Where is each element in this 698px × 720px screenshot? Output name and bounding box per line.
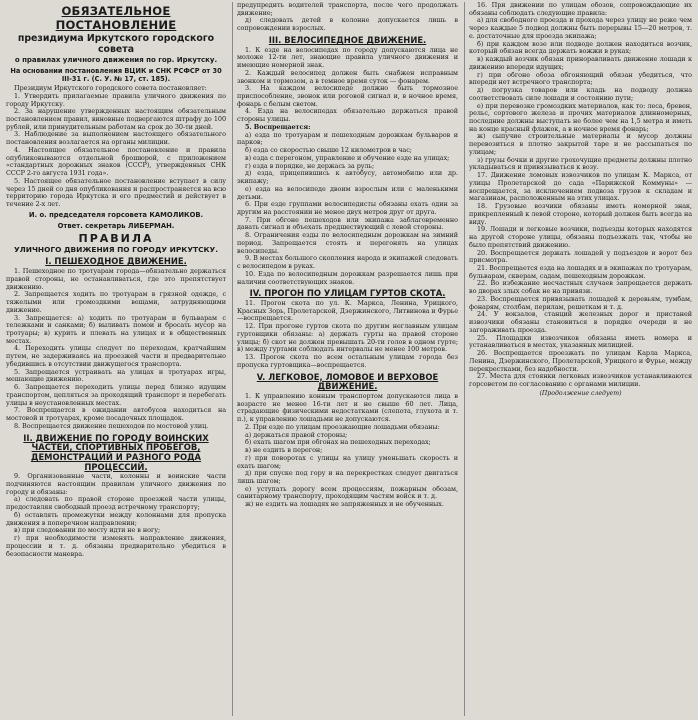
rule-paragraph: 7. При обгоне пешеходов или экипажа заблаговременно давать сигнал и объехать предшествующий с левой стороны.: [237, 215, 458, 232]
rule-paragraph: д) погрузка товаров или кладь на подводу должна соответствовать силе лошади и состоянию пути;: [469, 86, 692, 102]
rule-paragraph: 27. Места для стоянки легковых извозчиков устанавливаются горсоветом по согласованию с органами милиции.: [469, 372, 692, 388]
rule-paragraph: 2. Каждый велосипед должен быть снабжен исправным звонком и тормозом, а в темное время суток — фонарем.: [237, 68, 458, 85]
rule-paragraph: 3. На каждом велосипеде должно быть тормозное приспособление, звонок или роговой сигнал и, в ночное время, фонарь с белым светом.: [237, 84, 458, 108]
section-title: I. ПЕШЕХОДНОЕ ДВИЖЕНИЕ.: [45, 256, 187, 267]
section-5-body: [237, 393, 458, 509]
rule-paragraph: ж) не ездить на лошадях не запряженных и не обученных.: [245, 500, 444, 509]
rule-paragraph: 10. Езда по велосипедным дорожкам разрешается лишь при наличии соответствующих знаков.: [237, 269, 458, 286]
preamble-paragraph: 5. Настоящее обязательное постановление вступает в силу через 15 дней со дня опубликования и распространяется на всю территорию города Иркутска и его предместий и действует в течение 2-х лет.: [6, 176, 226, 209]
rule-paragraph: 6. Запрещается переходить улицы перед близко идущим транспортом, цепляться за проходящий транспорт и перебегать улицы в неустановленных местах.: [6, 383, 226, 407]
preamble-paragraph: 4. Настоящее обязательное постановление и правила опубликовываются отдельной брошюрой, с приложением «стандартных дорожных знаков (СССР), утвержденных СНК СССР 2-го августа 1931 года».: [6, 145, 226, 178]
decree-title: ОБЯЗАТЕЛЬНОЕ ПОСТАНОВЛЕНИЕ: [55, 4, 177, 32]
rule-paragraph: 4. Езда на велосипедах обязательно держаться правой стороны улицы.: [237, 107, 458, 124]
rule-paragraph: 19. Лошади и легковые возчики, подъезды которых находятся на другой стороне улицы, обязаны подъезжать так, чтобы не было препятствий движению.: [469, 225, 692, 249]
section-title: II. ДВИЖЕНИЕ ПО ГОРОДУ ВОИНСКИХ ЧАСТЕЙ, СПОРТИВНЫХ ПРОБЕГОВ, ДЕМОНСТРАЦИЙ И РАЗНОГО РОДА ПРОЦЕССИЙ.: [23, 432, 209, 472]
rule-paragraph: г) езда в порядке, не держась за руль;: [245, 161, 375, 170]
rule-paragraph: 22. Во избежание несчастных случаев запрещается держать во дворах злых собак не на привязи.: [469, 279, 692, 296]
rule-paragraph: 3. Запрещается: а) ходить по тротуарам и бульварам с тележками и санками; б) выливать помои и бросать мусор на тротуары; в) курить и плевать на улицах и в общественных местах.: [6, 313, 226, 345]
decree-subject: о правилах уличного движения по гор. Иркутску.: [14, 56, 218, 64]
rule-paragraph: д) следовать детей в колонне допускается лишь в сопровождении взрослых.: [237, 16, 458, 33]
rule-paragraph: 12. При прогоне гуртов скота по другим неглавным улицам гуртовщики обязаны: а) держать гурты на правой стороне улицы; б) скот не должен превышать 20-ти голов в одном гурте; в) между гуртами соблюдать интервалы не менее 100 метров.: [237, 322, 458, 354]
column-1: [2, 2, 230, 716]
rule-paragraph: 16. При движении по улицам обозов, сопровождающие их обязаны соблюдать следующие правила:: [469, 2, 692, 17]
section-4-body: [237, 300, 458, 370]
rule-paragraph: д) при спуске под гору и на перекрестках следует двигаться лишь шагом;: [237, 469, 458, 486]
rule-paragraph: 9. Организованные части, колонны и воинские части подчиняются настоящим правилам уличного движения по городу и обязаны:: [6, 472, 226, 496]
section-2-continued: [237, 2, 458, 33]
rule-paragraph: 11. Прогон скота по ул. К. Маркса, Ленина, Урицкого, Красных Зорь, Пролетарской, Дзержинского, Литвинова и Фурье—воспрещается.: [237, 299, 458, 323]
decree-basis: На основании постановления ВЦИК и СНК РСФСР от 30 III-31 г. (С. У. № 17, ст. 185).: [10, 67, 222, 84]
rule-paragraph: 13. Прогон скота по всем остальным улицам города без пропуска гуртовщика—воспрещается.: [237, 353, 458, 369]
rule-paragraph: г) при поворотах с улицы на улицу уменьшать скорость и ехать шагом;: [237, 453, 458, 470]
rule-paragraph: 26. Воспрещается проезжать по улицам Карла Маркса, Ленина, Дзержинского, Пролетарской, Урицкого и Фурье, между перекрестками, без надобности.: [469, 349, 692, 373]
rule-paragraph: 8. Воспрещается движение пешеходов по мостовой улиц.: [14, 421, 209, 430]
rule-paragraph: 23. Воспрещается привязывать лошадей к деревьям, тумбам, фонарям, столбам, перилам, решеткам и т. д.: [469, 294, 692, 311]
section-title: III. ВЕЛОСИПЕДНОЕ ДВИЖЕНИЕ.: [268, 34, 427, 45]
rules-subtitle: УЛИЧНОГО ДВИЖЕНИЯ ПО ГОРОДУ ИРКУТСКУ.: [13, 245, 219, 255]
rule-paragraph: в) при следовании по мосту идти не в ногу;: [14, 526, 161, 535]
rule-paragraph: 1. К езде на велосипедах по городу допускаются лица не моложе 12-ти лет, знающие правила уличного движения и имеющие номерной знак.: [237, 45, 458, 70]
rule-paragraph: з) грузы бочки и другие грохочущие предметы должны плотно укладываться и привязываться к возу.: [469, 155, 692, 172]
rule-paragraph: 18. Грузовые возчики обязаны иметь номерной знак, прикрепленный к левой стороне, который должен быть всегда на виду.: [469, 202, 692, 226]
rule-paragraph: в) каждый возчик обязан приноравливать движение лошади к движению впереди идущих;: [469, 55, 692, 71]
rule-paragraph: б) при каждом возе или подводе должен находиться возчик, который обязан всегда держать вожжи в руках;: [469, 39, 692, 56]
rule-paragraph: 24. У вокзалов, станций железных дорог и пристаней извозчики обязаны становиться в порядке очереди и не загораживать проезда.: [469, 310, 692, 334]
rule-paragraph: ж) сыпучие строительные материалы и мусор должны перевозиться в плотно закрытой таре и не рассыпаться по улицам;: [469, 132, 692, 156]
decree-issuer: президиума Иркутского городского совета: [17, 33, 215, 55]
rule-paragraph: г) при необходимости изменять направление движения, процессии и т. д. обязаны предварительно убедиться в безопасности маневра.: [6, 534, 226, 558]
rule-paragraph: 2. Запрещается ходить по тротуарам в грязной одежде, с тяжелыми или громоздкими вещами, затрудняющими движение.: [6, 290, 226, 314]
rule-paragraph: а) для свободного проезда и прохода через улицу не реже чем через каждые 5 подвод должны быть перерывы 15—20 метров, т. е. достаточные для проезда экипажа;: [469, 16, 692, 40]
rule-paragraph: б) оставлять промежутки между колоннами для пропуска движения в поперечном направлении;: [6, 510, 226, 527]
preamble-paragraph: 1. Утвердить прилагаемые правила уличного движения по городу Иркутску.: [6, 91, 226, 108]
signature-chairman: И. о. председателя горсовета КАМОЛИКОВ.: [28, 210, 204, 219]
section-5-continued: [469, 2, 692, 389]
rule-paragraph: 4. Переходить улицы следует по переходам, кратчайшим путем, не задерживаясь на проезжей части и предварительно убедившись в отсутствии движущегося транспорта.: [6, 344, 226, 368]
rule-paragraph: а) езда по тротуарам и пешеходным дорожкам бульваров и парков;: [237, 130, 458, 147]
rule-paragraph: 8. Ограничения езды по велосипедным дорожкам на зимний период. Запрещается стоять и перегонять на улицах велосипеды.: [237, 231, 458, 255]
rule-paragraph: 1. Пешеходное по тротуарам города—обязательно держаться правой стороны, не останавливаться, где это препятствует движению.: [6, 267, 226, 291]
preamble: [6, 85, 226, 209]
signature-secretary: Ответ. секретарь ЛИБЕРМАН.: [57, 221, 175, 230]
rule-paragraph: б) езда со скоростью свыше 12 километров в час;: [245, 146, 412, 155]
section-title: IV. ПРОГОН ПО УЛИЦАМ ГУРТОВ СКОТА.: [249, 288, 446, 299]
rule-paragraph: 25. Площадки извозчиков обязаны иметь номера и устанавливаться в местах, указанных милицией.: [469, 333, 692, 350]
rule-paragraph: в) не ездить в перегон;: [245, 446, 323, 455]
rule-paragraph: 1. К управлению конным транспортом допускаются лица в возрасте не менее 16-ти лет и не свыше 60 лет. Лица, страдающие физическими недостатками (слепота, глухота и т. п.), к управлению лошадьми не допускаются.: [237, 391, 458, 424]
preamble-paragraph: 2. За нарушение утвержденных настоящим обязательным постановлением правил, виновные подвергаются штрафу до 100 рублей, или принудительным работам на срок до 30-ти дней.: [6, 107, 226, 131]
section-2-body: [6, 473, 226, 558]
column-2: [232, 2, 462, 716]
rule-paragraph: г) при обгоне обоза обгоняющий обязан убедиться, что впереди нет встречного транспорта;: [469, 70, 692, 87]
rule-paragraph: предупредить водителей транспорта, после чего продолжать движение;: [237, 2, 458, 17]
rule-paragraph: 2. При езде по улицам проезжающие лошадьми обязаны:: [245, 422, 440, 431]
rule-paragraph: д) езда, прицепившись к автобусу, автомобилю или др. экипажу;: [237, 169, 458, 186]
preamble-paragraph: Президиум Иркутского городского совета постановляет:: [14, 84, 207, 93]
rule-paragraph: 20. Воспрещается держать лошадей у подъездов и ворот без присмотра.: [469, 248, 692, 265]
rule-paragraph: е) уступать дорогу всем процессиям, пожарным обозам, санитарному транспорту, проходящим частям войск и т. д.: [237, 484, 458, 501]
section-3-body: [237, 47, 458, 287]
section-1-body: [6, 268, 226, 430]
rule-paragraph: б) ехать шагом при обгонах на пешеходных переходах;: [245, 438, 431, 447]
rule-paragraph: е) езда на велосипеде двоим взрослым или с маленькими детьми.: [237, 184, 458, 201]
rule-paragraph: 7. Воспрещается в ожидании автобусов находиться на мостовой и тротуарах, кроме посадочных площадок.: [6, 406, 226, 423]
section-title: V. ЛЕГКОВОЕ, ЛОМОВОЕ И ВЕРХОВОЕ ДВИЖЕНИЕ.: [256, 371, 439, 392]
rule-paragraph: 21. Воспрещается езда на лошадях и в экипажах по тротуарам, бульварам, скверам, садам, пешеходным дорожкам.: [469, 263, 692, 280]
rule-paragraph: 9. В местах большого скопления народа и экипажей следовать с велосипедом в руках.: [237, 254, 458, 271]
rule-paragraph: в) езда с перегоном, управление и обучение езде на улицах;: [245, 153, 450, 162]
column-3: [464, 2, 696, 716]
preamble-paragraph: 3. Наблюдение за выполнением настоящего обязательного постановления возлагается на органы милиции.: [6, 130, 226, 147]
rule-paragraph: 5. Воспрещается:: [245, 122, 311, 131]
rule-paragraph: а) следовать по правой стороне проезжей части улицы, предоставляя свободный проезд встречному транспорту;: [6, 495, 226, 512]
rule-paragraph: е) при перевозке громоздких материалов, как то: леса, бревен, рельс, сортового железа и прочих материалов длинномерных, последние должны выступать не более чем на 1,5 метра и иметь на конце красный флажок, а в ночное время фонарь;: [469, 101, 692, 133]
rule-paragraph: 6. При езде группами велосипедисты обязаны ехать один за другим на расстоянии не менее двух метров друг от друга.: [237, 200, 458, 217]
rule-paragraph: 5. Запрещается устраивать на улицах и тротуарах игры, мешающие движению.: [6, 367, 226, 384]
rule-paragraph: а) держаться правой стороны;: [245, 430, 348, 439]
rule-paragraph: 17. Движение ломовых извозчиков по улицам К. Маркса, от улицы Пролетарской до сада «Парижской Коммуны» — воспрещается, за исключением подвоза грузов к складам и магазинам, расположенным на этих улицах.: [469, 171, 692, 203]
rules-title: ПРАВИЛА: [78, 232, 154, 246]
continuation-note: (Продолжение следует): [539, 389, 622, 397]
